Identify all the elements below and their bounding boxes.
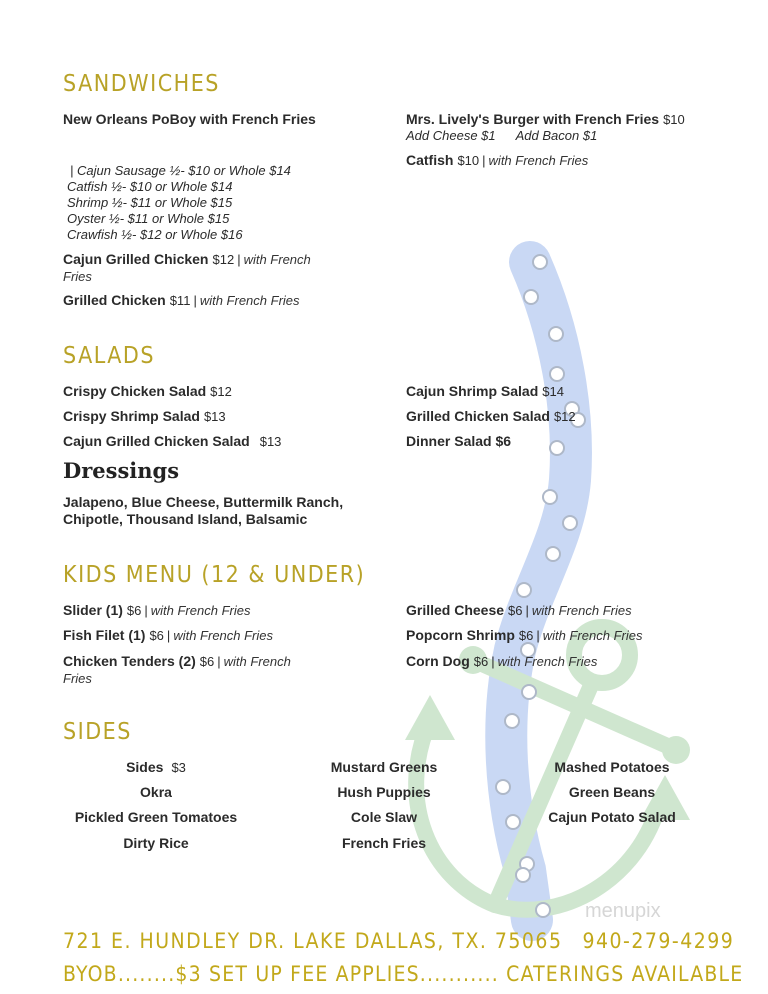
rope-bead xyxy=(550,441,564,455)
side-item: French Fries xyxy=(341,835,427,851)
side-item: Hush Puppies xyxy=(337,784,431,800)
side-item: Okra xyxy=(140,784,172,800)
poboy-options: | Cajun Sausage ½- $10 or Whole $14 Catfish ½- $10 or Whole $14 Shrimp ½- $11 or Whole $15 Oyster ½- $11 or Whole $15 Crawfish ½- $12 or Whole $16 xyxy=(67,163,291,242)
side-item: Mustard Greens xyxy=(330,759,438,775)
rope-bead xyxy=(549,327,563,341)
kids-item: Slider (1) $6 | with French Fries xyxy=(63,602,251,618)
footer-byob-line: BYOB........$3 SET UP FEE APPLIES........... CATERINGS AVAILABLE xyxy=(63,962,744,986)
rope-bead xyxy=(516,868,530,882)
cajun-grilled-chicken-item: Cajun Grilled Chicken $12 | with French Fries xyxy=(63,251,311,284)
grilled-chicken-item: Grilled Chicken $11 | with French Fries xyxy=(63,292,300,308)
address: 721 E. HUNDLEY DR. LAKE DALLAS, TX. 75065 xyxy=(63,929,563,953)
rope-bead xyxy=(543,490,557,504)
sides-price-line: Sides $3 xyxy=(126,759,186,775)
rope-bead xyxy=(524,290,538,304)
burger-addons: Add Cheese $1 Add Bacon $1 xyxy=(406,128,598,143)
dressings-title: Dressings xyxy=(63,458,180,483)
kids-item: Chicken Tenders (2) $6 | with French Fries xyxy=(63,653,291,686)
kids-item: Fish Filet (1) $6 | with French Fries xyxy=(63,627,274,643)
rope-bead xyxy=(536,903,550,917)
kids-item: Grilled Cheese $6 | with French Fries xyxy=(406,602,632,618)
rope-bead xyxy=(505,714,519,728)
salads-title: SALADS xyxy=(63,343,155,369)
rope-bead xyxy=(522,685,536,699)
phone-number: 940-279-4299 xyxy=(582,929,735,953)
salad-item: Grilled Chicken Salad $12 xyxy=(406,408,576,424)
side-item: Cajun Potato Salad xyxy=(548,809,676,825)
salad-item: Crispy Shrimp Salad $13 xyxy=(63,408,226,424)
rope-bead xyxy=(550,367,564,381)
sides-title: SIDES xyxy=(63,719,132,745)
salad-item: Crispy Chicken Salad $12 xyxy=(63,383,232,399)
side-item: Dirty Rice xyxy=(123,835,189,851)
side-item: Cole Slaw xyxy=(350,809,418,825)
side-item: Green Beans xyxy=(568,784,656,800)
rope-bead xyxy=(496,780,510,794)
side-item: Pickled Green Tomatoes xyxy=(74,809,238,825)
rope-bead xyxy=(533,255,547,269)
rope-bead xyxy=(546,547,560,561)
watermark-text: menupix xyxy=(585,900,661,922)
burger-item: Mrs. Lively's Burger with French Fries $10 xyxy=(406,111,685,127)
salad-item: Cajun Shrimp Salad $14 xyxy=(406,383,564,399)
kids-item: Popcorn Shrimp $6 | with French Fries xyxy=(406,627,643,643)
catfish-item: Catfish $10 | with French Fries xyxy=(406,152,589,168)
dressings-list: Jalapeno, Blue Cheese, Buttermilk Ranch, Chipotle, Thousand Island, Balsamic xyxy=(63,494,344,527)
salad-item: Dinner Salad $6 xyxy=(406,433,512,449)
poboy-item: New Orleans PoBoy with French Fries xyxy=(63,111,316,127)
footer-address-line xyxy=(63,929,734,953)
side-item: Mashed Potatoes xyxy=(554,759,670,775)
kids-item: Corn Dog $6 | with French Fries xyxy=(406,653,598,669)
sandwiches-title: SANDWICHES xyxy=(63,71,220,97)
rope-bead xyxy=(563,516,577,530)
salad-item: Cajun Grilled Chicken Salad $13 xyxy=(63,433,282,449)
rope-bead xyxy=(517,583,531,597)
kids-menu-title: KIDS MENU (12 & UNDER) xyxy=(63,562,366,588)
